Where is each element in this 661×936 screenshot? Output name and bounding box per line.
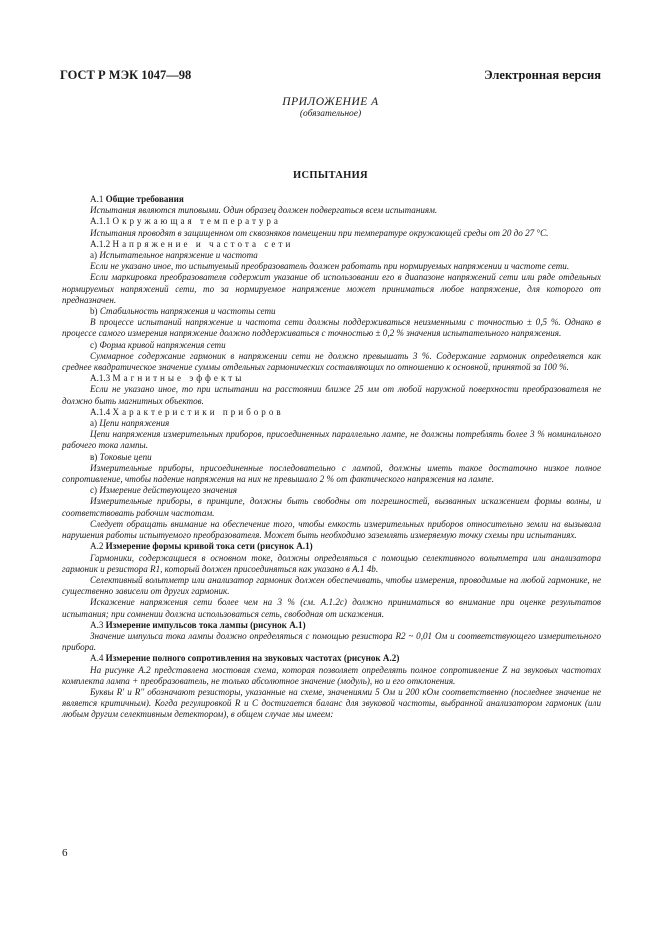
- standard-code: ГОСТ Р МЭК 1047—98: [60, 68, 192, 82]
- clause-heading: А.4 Измерение полного сопротивления на звуковых частотах (рисунок А.2): [90, 653, 400, 664]
- list-item-heading: а) Испытательное напряжение и частота: [90, 250, 258, 261]
- paragraph: Испытания проводят в защищенном от сквозняков помещении при температуре окружающей среды от 20 до 27 °С.: [90, 227, 549, 238]
- paragraph: Значение импульса тока лампы должно определяться с помощью резистора R2 ~ 0,01 Ом и соответствующего измерительного прибора.: [62, 630, 601, 653]
- clause-heading: А.3 Измерение импульсов тока лампы (рисунок А.1): [90, 619, 306, 630]
- paragraph: Испытания являются типовыми. Один образец должен подвергаться всем испытаниям.: [90, 205, 438, 216]
- paragraph: Если не указано иное, то испытуемый преобразователь должен работать при нормируемых напряжении и частоте сети.: [90, 261, 570, 272]
- clause-heading: А.1.3 Магнитные эффекты: [90, 373, 245, 384]
- document-body: [62, 194, 601, 721]
- paragraph: Если не указано иное, то при испытании на расстоянии ближе 25 мм от любой наружной поверхности преобразователя не должно быть магнитных объектов.: [62, 384, 601, 406]
- paragraph: Суммарное содержание гармоник в напряжении сети не должно превышать 3 %. Содержание гармоник определяется как среднее квадратическое значение суммы отдельных гармонических составляющих по отношению к основной, принятой за 100 %.: [62, 350, 601, 373]
- paragraph: Цепи напряжения измерительных приборов, присоединенных параллельно лампе, не должны потреблять более 3 % номинального рабочего тока лампы.: [62, 429, 601, 451]
- section-title: ИСПЫТАНИЯ: [293, 170, 368, 181]
- clause-heading: А.2 Измерение формы кривой тока сети (рисунок А.1): [90, 541, 313, 552]
- paragraph: Измерительные приборы, в принципе, должны быть свободны от погрешностей, вызванных искажением формы волны, и соответствовать рабочим частотам.: [62, 496, 601, 518]
- clause-heading: А.1 Общие требования: [90, 194, 184, 204]
- page-number: 6: [62, 847, 68, 859]
- paragraph: На рисунке А.2 представлена мостовая схема, которая позволяет определять полное сопротивление Z на звуковых частотах комплекта лампа + преобразователь, не только абсолютное значение (модуль), но и его отклонения.: [62, 664, 601, 686]
- paragraph: Измерительные приборы, присоединенные последовательно с лампой, должны иметь такое достаточно низкое полное сопротивление, чтобы падение напряжения на них не превышало 2 % от фактического напряжения на лампе.: [62, 462, 601, 485]
- list-item-heading: а) Цепи напряжения: [90, 418, 170, 429]
- paragraph: Селективный вольтметр или анализатор гармоник должен обеспечивать, чтобы измерения, проводимые на любой гармонике, не существенно зависели от других гармоник.: [62, 574, 601, 597]
- paragraph: Буквы R' и R'' обозначают резисторы, указанные на схеме, значениями 5 Ом и 200 кОм соответственно (последнее значение не является критичным). Когда регулировкой R и С достигается баланс для звуковой частоты, выбранной анализатором гармоник (или любым другим селективным детектором), в общем случае мы имеем:: [62, 686, 601, 720]
- appendix-title: ПРИЛОЖЕНИЕ А: [282, 96, 379, 108]
- paragraph: Искажение напряжения сети более чем на 3 % (см. А.1.2с) должно приниматься во внимание при оценке результатов испытания; при сомнении должна использоваться сеть, свободная от искажения.: [62, 597, 601, 619]
- paragraph: В процессе испытаний напряжение и частота сети должны поддерживаться неизменными с точностью ± 0,5 %. Однако в процессе самого измерения напряжение должно поддерживаться с точностью ± 0,2 % значения испытательного напряжения.: [62, 317, 601, 339]
- paragraph: Следует обращать внимание на обеспечение того, чтобы емкость измерительных приборов относительно земли на вызывала нарушения работы испытуемого преобразователя. Может быть необходимо заземлять измеряемую точку схемы при испытаниях.: [62, 518, 601, 541]
- list-item-heading: с) Форма кривой напряжения сети: [90, 339, 226, 350]
- list-item-heading: с) Измерение действующего значения: [90, 485, 237, 496]
- appendix-subtitle: (обязательное): [299, 109, 362, 119]
- list-item-heading: в) Токовые цепи: [90, 451, 152, 462]
- paragraph: Гармоники, содержащиеся в основном токе, должны определяться с помощью селективного вольтметра или анализатора гармоник и резистора R1, который должен присоединяться как указано в А.1 4b.: [62, 552, 601, 574]
- clause-heading: А.1.1 Окружающая температура: [90, 216, 281, 227]
- clause-heading: А.1.2 Напряжение и частота сети: [90, 238, 294, 249]
- clause-heading: А.1.4 Характеристики приборов: [90, 406, 284, 417]
- version-label: Электронная версия: [484, 68, 601, 82]
- list-item-heading: b) Стабильность напряжения и частоты сети: [90, 306, 276, 317]
- paragraph: Если маркировка преобразователя содержит указание об использовании его в диапазоне напряжений сети или ряде отдельных нормируемых напряжений сети, то за нормируемое напряжение может приниматься любое напряжение, для которого от предназначен.: [62, 272, 601, 305]
